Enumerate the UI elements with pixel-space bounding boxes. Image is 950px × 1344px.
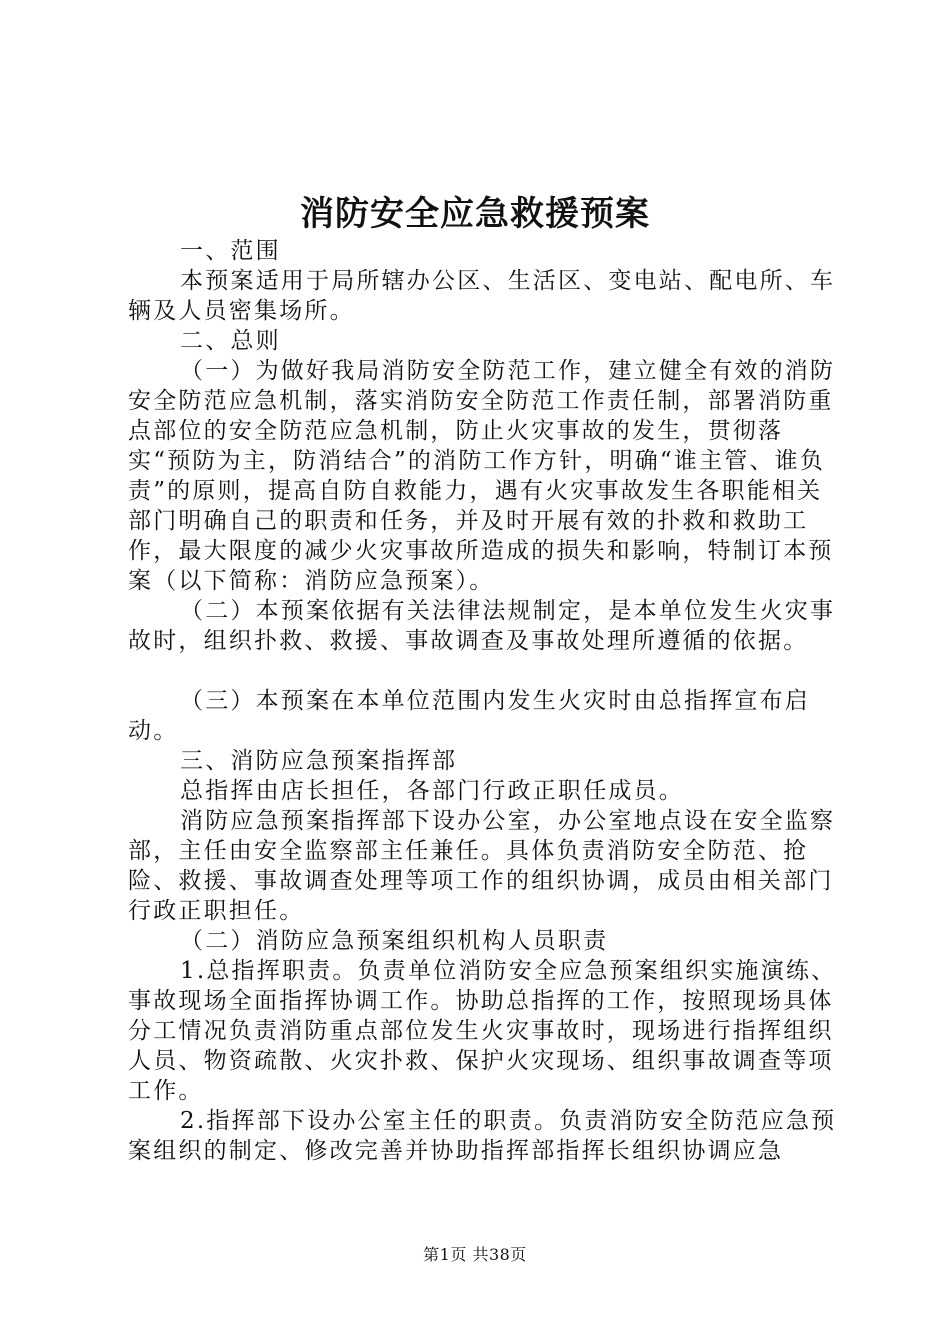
- subheading-duties: （二）消防应急预案组织机构人员职责: [180, 928, 609, 954]
- section-heading-scope: 一、范围: [180, 238, 281, 264]
- paragraph-general-2: （二）本预案依据有关法律法规制定，是本单位发生火灾事故时，组织扑救、救援、事故调查及事故处理所遵循的依据。: [128, 598, 836, 654]
- section-heading-general: 二、总则: [180, 328, 281, 354]
- paragraph-duty-1: 1.总指挥职责。负责单位消防安全应急预案组织实施演练、事故现场全面指挥协调工作。协助总指挥的工作，按照现场具体分工情况负责消防重点部位发生火灾事故时，现场进行指挥组织人员、物资疏散、火灾扑救、保护火灾现场、组织事故调查等项工作。: [128, 958, 837, 1104]
- paragraph-scope: 本预案适用于局所辖办公区、生活区、变电站、配电所、车辆及人员密集场所。: [128, 268, 836, 324]
- paragraph-command-1: 总指挥由店长担任，各部门行政正职任成员。: [180, 778, 684, 804]
- document-title: 消防安全应急救援预案: [300, 194, 650, 234]
- paragraph-duty-2: 2.指挥部下设办公室主任的职责。负责消防安全防范应急预案组织的制定、修改完善并协助指挥部指挥长组织协调应急: [128, 1108, 837, 1164]
- paragraph-command-2: 消防应急预案指挥部下设办公室，办公室地点设在安全监察部，主任由安全监察部主任兼任。具体负责消防安全防范、抢险、救援、事故调查处理等项工作的组织协调，成员由相关部门行政正职担任。: [128, 808, 836, 924]
- section-heading-command: 三、消防应急预案指挥部: [180, 748, 458, 774]
- paragraph-general-1: （一）为做好我局消防安全防范工作，建立健全有效的消防安全防范应急机制，落实消防安全防范工作责任制，部署消防重点部位的安全防范应急机制，防止火灾事故的发生，贯彻落实“预防为主，防消结合”的消防工作方针，明确“谁主管、谁负责”的原则，提高自防自救能力，遇有火灾事故发生各职能相关部门明确自己的职责和任务，并及时开展有效的扑救和救助工作，最大限度的减少火灾事故所造成的损失和影响，特制订本预案（以下简称：消防应急预案）。: [128, 358, 836, 594]
- document-body: [128, 236, 838, 1166]
- paragraph-general-3: （三）本预案在本单位范围内发生火灾时由总指挥宣布启动。: [128, 688, 810, 744]
- page-number: 第1页 共38页: [423, 1245, 527, 1264]
